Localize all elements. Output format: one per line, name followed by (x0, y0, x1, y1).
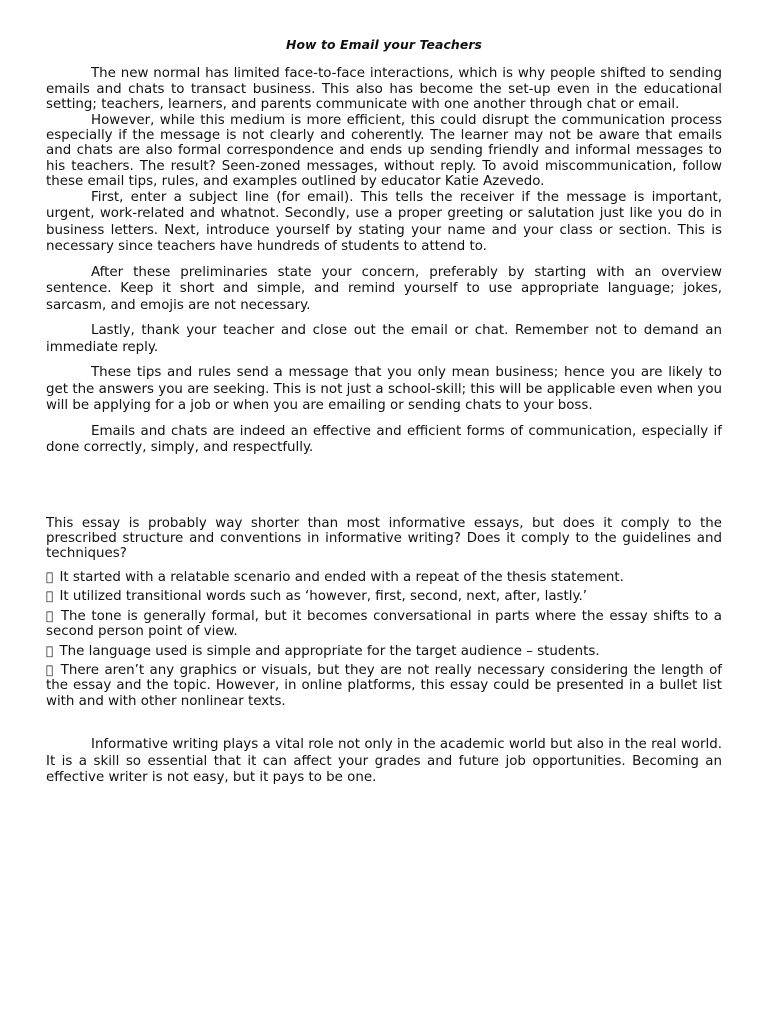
document-page (46, 37, 722, 787)
analysis-bullet (46, 570, 722, 585)
essay-paragraph-3: First, enter a subject line (for email). This tells the receiver if the message is important, urgent, work-related and whatnot. Secondly, use a proper greeting or salutation just like you do in business letters. Next, introduce yourself by stating your name and your class or section. This is necessary since teachers have hundreds of students to attend to. (46, 189, 722, 255)
analysis-bullet-text: It utilized transitional words such as ‘however, first, second, next, after, lastly.’ (52, 589, 580, 605)
essay-paragraph-2: However, while this medium is more efficient, this could disrupt the communication process especially if the message is not clearly and coherently. The learner may not be aware that emails and chats are also formal correspondence and ends up sending friendly and informal messages to his teachers. The result? Seen-zoned messages, without reply. To avoid miscommunication, follow these email tips, rules, and examples outlined by educator Katie Azevedo. (46, 112, 722, 190)
checkmark-icon (46, 609, 53, 624)
essay-paragraph-6: These tips and rules send a message that you only mean business; hence you are likely to get the answers you are seeking. This is not just a school-skill; this will be applicable even when you will be applying for a job or when you are emailing or sending chats to your boss. (46, 365, 722, 414)
analysis-bullet-text: The tone is generally formal, but it becomes conversational in parts where the essay shifts to a second person point of view. (46, 608, 722, 640)
essay-paragraph-7: Emails and chats are indeed an effective and efficient forms of communication, especially if done correctly, simply, and respectfully. (46, 423, 722, 456)
analysis-bullet (46, 644, 722, 659)
analysis-bullet-text: The language used is simple and appropriate for the target audience – students. (52, 643, 593, 659)
essay-body (46, 66, 722, 456)
analysis-question: This essay is probably way shorter than most informative essays, but does it comply to the prescribed structure and conventions in informative writing? Does it comply to the guidelines and techniques? (46, 515, 722, 562)
checkmark-icon (46, 644, 53, 659)
analysis-conclusion: Informative writing plays a vital role not only in the academic world but also in the real world. It is a skill so essential that it can affect your grades and future job opportunities. Becoming an effective writer is not easy, but it pays to be one. (46, 737, 722, 786)
analysis-bullet-text: It started with a relatable scenario and ended with a repeat of the thesis statement. (52, 569, 617, 585)
essay-paragraph-5: Lastly, thank your teacher and close out the email or chat. Remember not to demand an immediate reply. (46, 323, 722, 355)
checkmark-icon (46, 570, 53, 585)
analysis-bullet-list (46, 570, 722, 709)
essay-paragraph-4: After these preliminaries state your concern, preferably by starting with an overview sentence. Keep it short and simple, and remind yourself to use appropriate language; jokes, sarcasm, and emojis are not necessary. (46, 264, 722, 313)
analysis-section (46, 516, 722, 787)
essay-paragraph-1: The new normal has limited face-to-face interactions, which is why people shifted to sending emails and chats to transact business. This also has become the set-up even in the educational setting; teachers, learners, and parents communicate with one another through chat or email. (46, 66, 722, 113)
analysis-bullet-text: There aren’t any graphics or visuals, but they are not really necessary considering the length of the essay and the topic. However, in online platforms, this essay could be presented in a bullet list with and with other nonlinear texts. (46, 662, 722, 709)
analysis-bullet (46, 609, 722, 640)
essay-title: How to Email your Teachers (285, 37, 483, 52)
section-spacer (46, 713, 722, 737)
checkmark-icon (46, 663, 53, 678)
analysis-bullet (46, 589, 722, 604)
analysis-bullet (46, 663, 722, 709)
section-spacer (46, 457, 722, 516)
checkmark-icon (46, 589, 53, 604)
